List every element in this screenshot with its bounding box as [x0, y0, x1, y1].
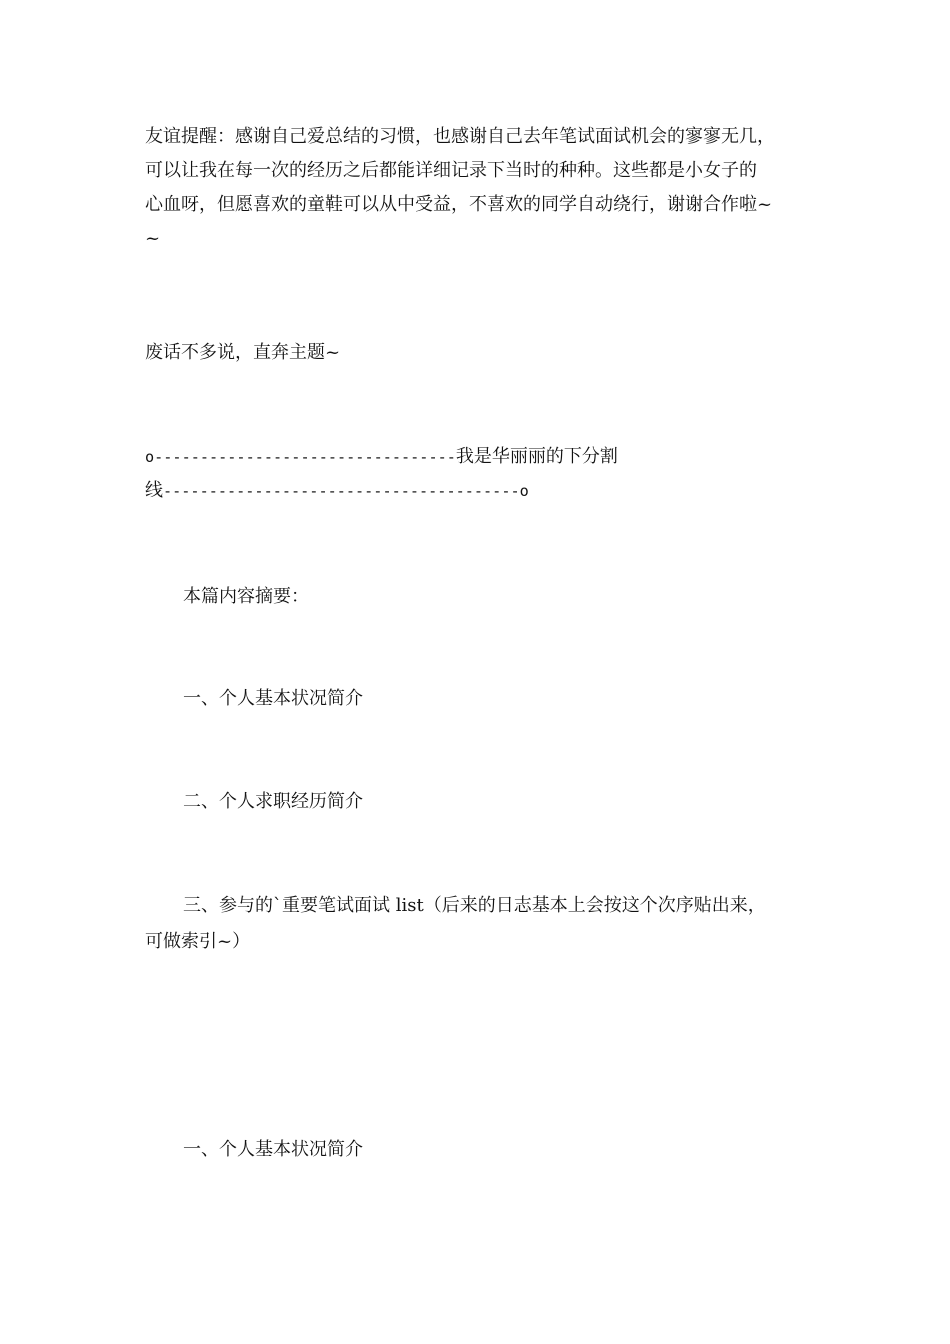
reminder-paragraph — [145, 120, 810, 256]
divider-text-1: 我是华丽丽的下分割 — [455, 446, 618, 467]
intro-line: 废话不多说，直奔主题~ — [145, 342, 341, 363]
divider-dashes-1: o--------------------------------- — [145, 448, 456, 466]
divider-text-2: 线 — [145, 480, 163, 501]
section-1-heading: 一、个人基本状况简介 — [183, 1139, 363, 1160]
divider-line-2 — [145, 474, 810, 508]
summary-item-3-line-2: 可做索引~） — [145, 931, 251, 952]
divider-block — [145, 440, 810, 508]
reminder-line: 心血呀，但愿喜欢的童鞋可以从中受益，不喜欢的同学自动绕行，谢谢合作啦~ — [145, 194, 773, 215]
summary-item-2: 二、个人求职经历简介 — [183, 791, 363, 812]
summary-heading: 本篇内容摘要： — [183, 586, 309, 607]
reminder-line: 友谊提醒：感谢自己爱总结的习惯，也感谢自己去年笔试面试机会的寥寥无几， — [145, 126, 775, 147]
reminder-line: 可以让我在每一次的经历之后都能详细记录下当时的种种。这些都是小女子的 — [145, 160, 757, 181]
reminder-line: ~ — [145, 228, 161, 249]
divider-dashes-2: ---------------------------------------o — [163, 482, 529, 500]
divider-line-1 — [145, 440, 810, 474]
summary-item-1: 一、个人基本状况简介 — [183, 688, 363, 709]
summary-item-3-line-1: 三、参与的`重要笔试面试 list（后来的日志基本上会按这个次序贴出来， — [183, 895, 766, 916]
